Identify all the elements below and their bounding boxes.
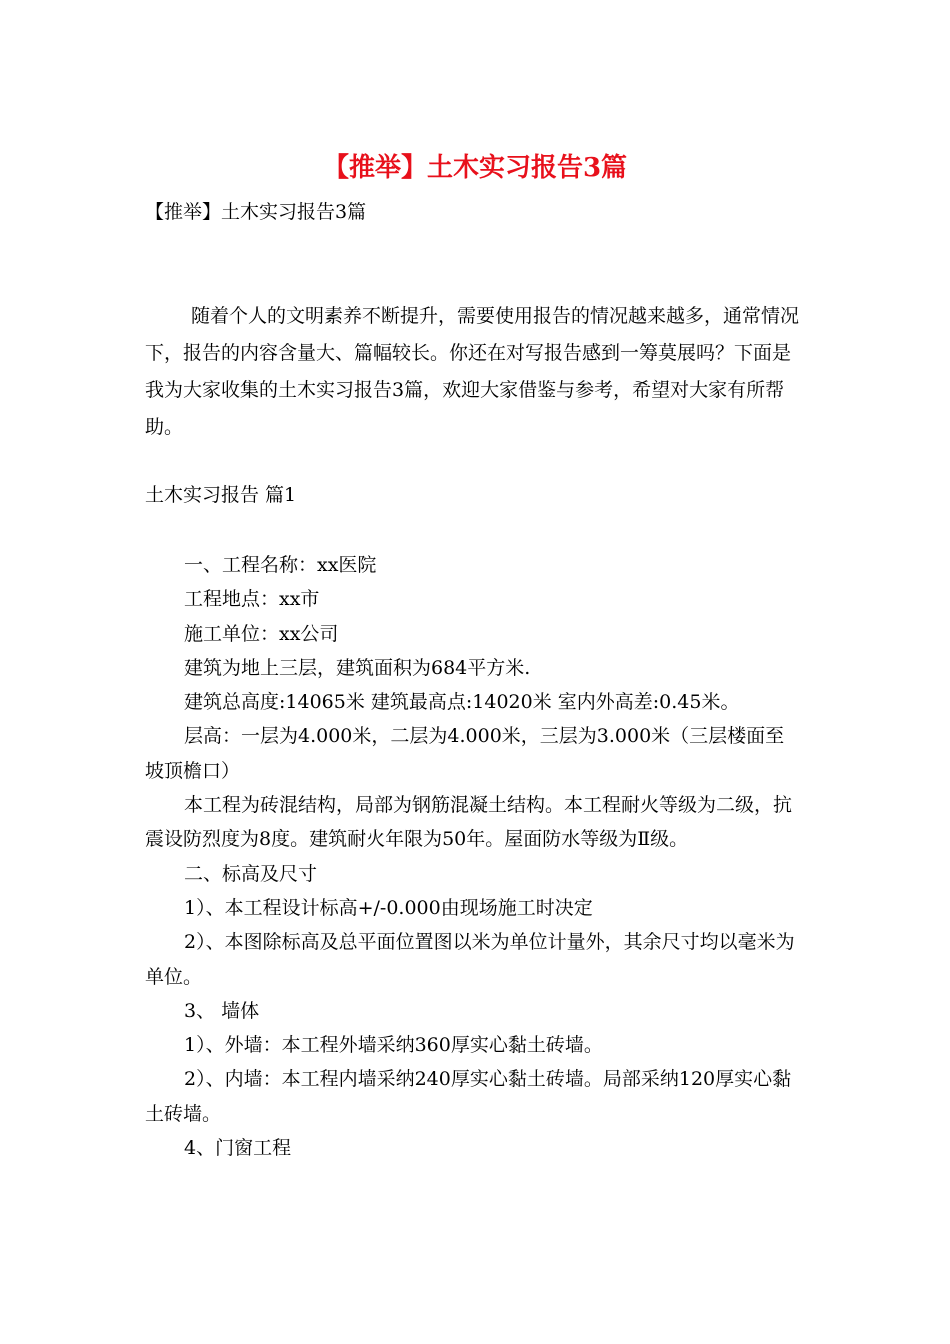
- content-line: 建筑总高度:14065米 建筑最高点:14020米 室内外高差:0.45米。: [184, 691, 740, 714]
- content-line: 一、工程名称：xx医院: [184, 554, 377, 576]
- content-line: 2）、内墙：本工程内墙采纳240厚实心黏土砖墙。局部采纳120厚实心黏: [184, 1068, 792, 1091]
- intro-line: 随着个人的文明素养不断提升，需要使用报告的情况越来越多，通常情况: [191, 305, 800, 327]
- document-title: 【推举】土木实习报告3篇: [322, 153, 628, 183]
- intro-line: 助。: [145, 416, 184, 438]
- content-line: 2）、本图除标高及总平面位置图以米为单位计量外，其余尺寸均以毫米为: [184, 931, 795, 954]
- content-line: 本工程为砖混结构，局部为钢筋混凝土结构。本工程耐火等级为二级，抗: [184, 794, 793, 817]
- content-line: 1）、本工程设计标高+/-0.000由现场施工时决定: [184, 896, 593, 919]
- content-line: 震设防烈度为8度。建筑耐火年限为50年。屋面防水等级为Ⅱ级。: [145, 828, 689, 851]
- content-line: 坡顶檐口）: [145, 759, 241, 782]
- content-line: 建筑为地上三层，建筑面积为684平方米.: [184, 656, 531, 679]
- content-line: 层高：一层为4.000米，二层为4.000米，三层为3.000米（三层楼面至: [184, 725, 785, 748]
- content-line: 二、标高及尺寸: [184, 862, 318, 885]
- section-content: [145, 548, 809, 1165]
- content-line: 3、 墙体: [184, 999, 260, 1022]
- section-heading: 土木实习报告 篇1: [145, 484, 297, 506]
- content-line: 土砖墙。: [145, 1102, 222, 1125]
- document-subtitle: 【推举】土木实习报告3篇: [145, 201, 367, 223]
- intro-line: 下，报告的内容含量大、篇幅较长。你还在对写报告感到一筹莫展吗？下面是: [145, 342, 792, 364]
- content-line: 1）、外墙：本工程外墙采纳360厚实心黏土砖墙。: [184, 1034, 603, 1057]
- content-line: 单位。: [145, 965, 203, 988]
- content-line: 工程地点：xx市: [184, 588, 320, 611]
- intro-paragraph: [145, 298, 809, 446]
- content-line: 施工单位：xx公司: [184, 622, 339, 645]
- intro-line: 我为大家收集的土木实习报告3篇，欢迎大家借鉴与参考，希望对大家有所帮: [145, 379, 785, 401]
- content-line: 4、门窗工程: [184, 1137, 292, 1160]
